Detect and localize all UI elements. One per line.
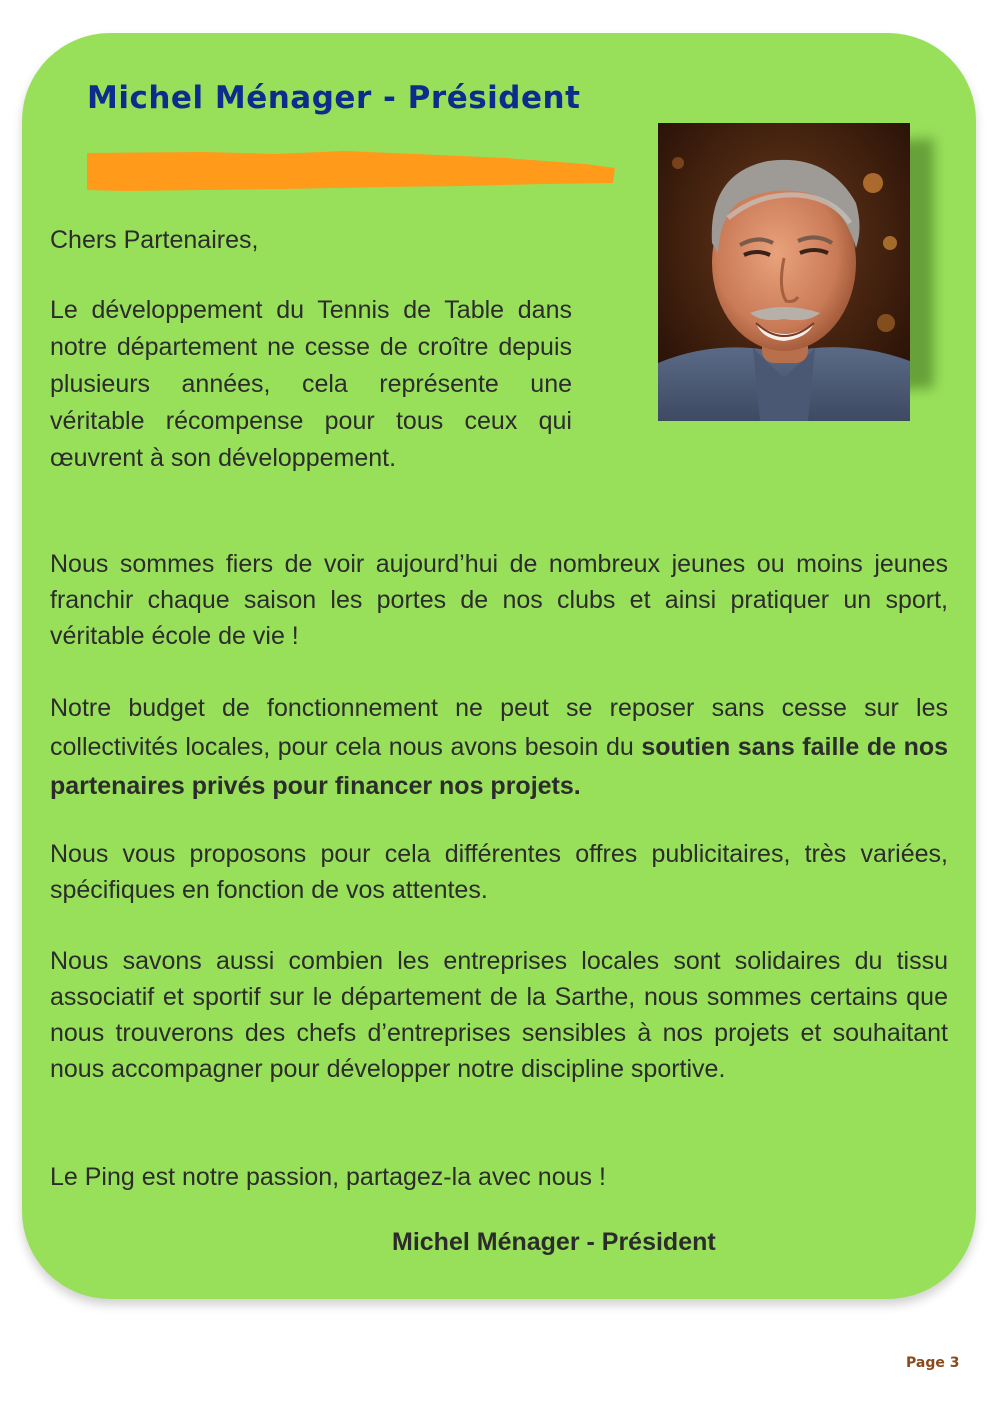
letter-paragraph-3-emphasis: soutien sans faille de nos partenaires privés pour financer nos projets. [50, 733, 949, 800]
letter-greeting: Chers Partenaires, [50, 226, 259, 254]
letter-paragraph-3-text: Notre budget de fonctionnement ne peut se reposer sans cesse sur les collectivités locales, pour cela nous avons besoin du [50, 694, 948, 761]
president-portrait-image [658, 123, 910, 421]
letter-paragraph-6: Le Ping est notre passion, partagez-la avec nous ! [50, 1163, 606, 1191]
orange-brush-stroke [85, 150, 617, 192]
letter-signature: Michel Ménager - Président [392, 1228, 716, 1256]
president-photo [658, 123, 910, 421]
letter-paragraph-4: Nous vous proposons pour cela différentes offres publicitaires, très variées, spécifiques en fonction de vos attentes. [50, 840, 948, 904]
letter-paragraph-5: Nous savons aussi combien les entreprises locales sont solidaires du tissu associatif et sportif sur le département de la Sarthe, nous sommes certains que nous trouverons des chefs d’entreprises sensibles à nos projets et souhaitant nous accompagner pour développer notre discipline sportive. [50, 947, 948, 1083]
letter-paragraph-2: Nous sommes fiers de voir aujourd’hui de nombreux jeunes ou moins jeunes franchir chaque saison les portes de nos clubs et ainsi pratiquer un sport, véritable école de vie ! [50, 550, 948, 650]
page-title: Michel Ménager - Président [87, 80, 581, 116]
letter-paragraph-1: Le développement du Tennis de Table dans notre département ne cesse de croître depuis plusieurs années, cela représente une véritable récompense pour tous ceux qui œuvrent à son développement. [50, 296, 572, 472]
letter-paragraph-3 [50, 689, 948, 806]
page-number: Page 3 [906, 1355, 960, 1371]
